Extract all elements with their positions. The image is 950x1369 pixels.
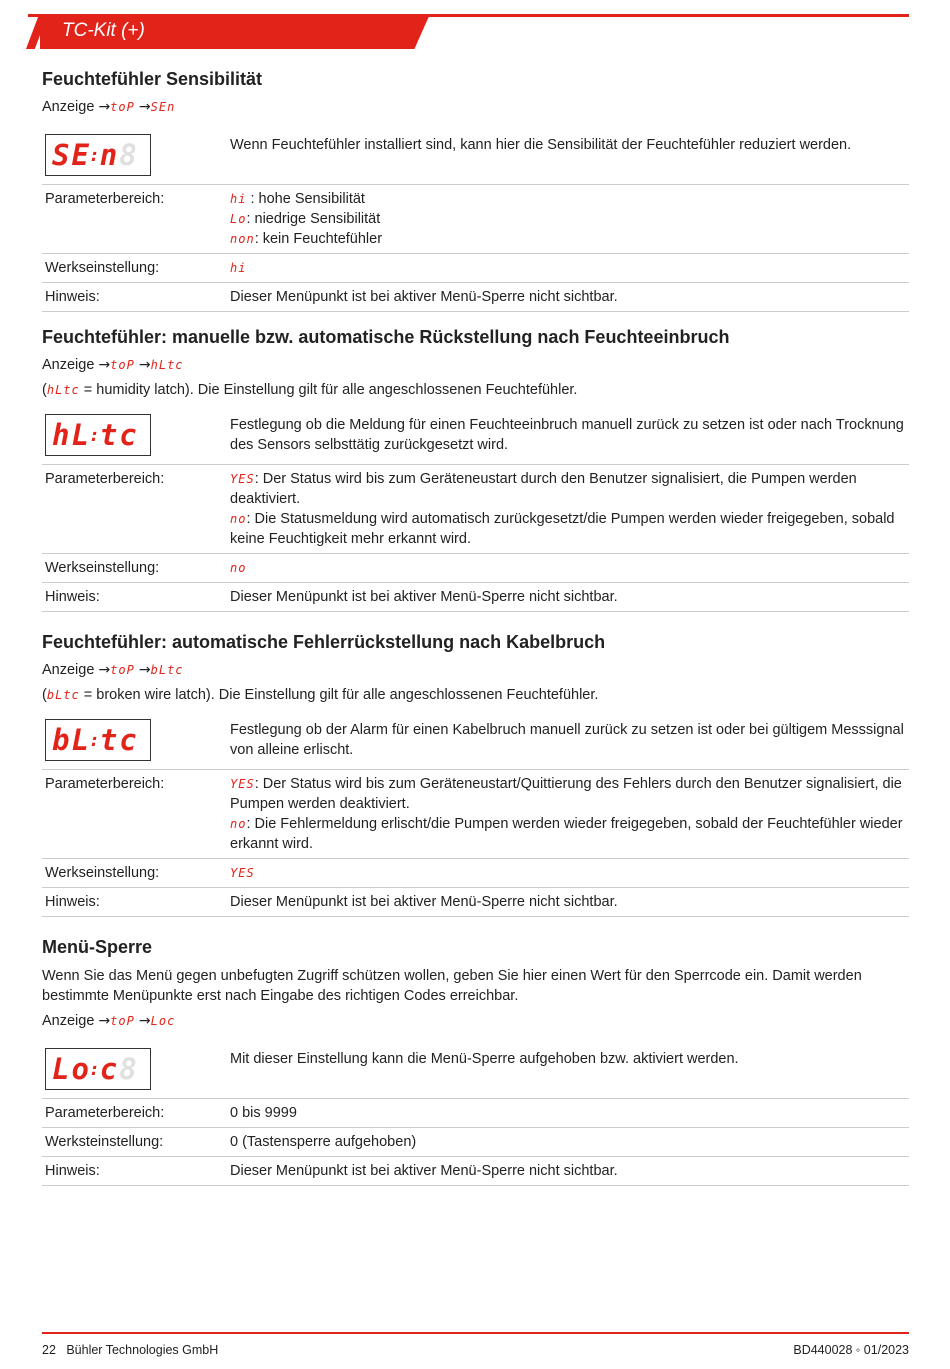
section-title: Feuchtefühler Sensibilität [42, 69, 263, 89]
path-code: toP [110, 100, 135, 114]
lcd-display: h L : t c [45, 414, 151, 456]
section-intro: Wenn Sie das Menü gegen unbefugten Zugriff schützen wollen, geben Sie hier einen Wert für den Sperrcode ein. Damit werden bestimmte Menüpunkte erst nach Eingabe des richtigen Codes erreichbar. [42, 968, 862, 1004]
display-description: Festlegung ob der Alarm für einen Kabelbruch manuell zurück zu setzen ist oder bei gültigem Messsignal von alleine erlischt. [230, 722, 904, 758]
header-title: TC-Kit (+) [62, 20, 145, 41]
arrow-icon: → [98, 357, 111, 373]
company-name: Bühler Technologies GmbH [66, 1343, 219, 1357]
section-title: Feuchtefühler: automatische Fehlerrückstellung nach Kabelbruch [42, 632, 606, 652]
menu-path: Anzeige →toP →bLtc [42, 662, 184, 678]
lcd-display: L o : c 8 [45, 1048, 151, 1090]
section-sensitivity [42, 66, 909, 312]
section-note: (hLtc = humidity latch). Die Einstellung gilt für alle angeschlossenen Feuchtefühler. [42, 382, 578, 398]
default-row: Werkseinstellung: YES [42, 859, 909, 888]
footer-left [42, 1343, 218, 1357]
default-row: Werkseinstellung: no [42, 554, 909, 583]
param-row: Parameterbereich: hi : hohe Sensibilität Lo: niedrige Sensibilität non: kein Feuchtefühler [42, 185, 909, 254]
arrow-icon: → [98, 662, 111, 678]
hint-row: Hinweis: Dieser Menüpunkt ist bei aktiver Menü-Sperre nicht sichtbar. [42, 888, 909, 917]
lcd-display: b L : t c [45, 719, 151, 761]
arrow-icon: → [138, 357, 151, 373]
arrow-icon: → [138, 662, 151, 678]
menu-path: Anzeige →toP →hLtc [42, 357, 184, 373]
arrow-icon: → [98, 1013, 111, 1029]
section-note: (bLtc = broken wire latch). Die Einstellung gilt für alle angeschlossenen Feuchtefühler. [42, 687, 599, 703]
param-row: Parameterbereich: YES: Der Status wird bis zum Geräteneustart/Quittierung des Fehlers durch den Benutzer signalisiert, die Pumpen werden deaktiviert. no: Die Fehlermeldung erlischt/die Pumpen werden wieder freigegeben, sobald der Feuchtefühler wieder erkannt wird. [42, 770, 909, 859]
hint-row: Hinweis: Dieser Menüpunkt ist bei aktiver Menü-Sperre nicht sichtbar. [42, 583, 909, 612]
arrow-icon: → [98, 99, 111, 115]
path-code: SEn [150, 100, 176, 114]
default-row: Werkseinstellung: hi [42, 254, 909, 283]
section-humidity-latch [42, 324, 909, 612]
footer-rule [42, 1332, 909, 1334]
menu-path: Anzeige →toP →Loc [42, 1013, 176, 1029]
section-title: Menü-Sperre [42, 937, 153, 957]
section-menu-lock [42, 934, 909, 1186]
display-description: Wenn Feuchtefühler installiert sind, kann hier die Sensibilität der Feuchtefühler reduziert werden. [230, 137, 852, 153]
section-title: Feuchtefühler: manuelle bzw. automatische Rückstellung nach Feuchteeinbruch [42, 327, 730, 347]
arrow-icon: → [138, 99, 151, 115]
display-row [42, 1044, 909, 1099]
section-broken-wire-latch [42, 629, 909, 917]
display-description: Festlegung ob die Meldung für einen Feuchteeinbruch manuell zurück zu setzen ist oder nach Trocknung des Sensors selbsttätig zurückgesetzt wird. [230, 417, 904, 453]
display-row [42, 715, 909, 770]
display-row [42, 130, 909, 185]
page-number: 22 [42, 1343, 56, 1357]
default-row: Werksteinstellung: 0 (Tastensperre aufgehoben) [42, 1128, 909, 1157]
hint-row: Hinweis: Dieser Menüpunkt ist bei aktiver Menü-Sperre nicht sichtbar. [42, 283, 909, 312]
display-row [42, 410, 909, 465]
arrow-icon: → [138, 1013, 151, 1029]
param-row: Parameterbereich: YES: Der Status wird bis zum Geräteneustart durch den Benutzer signalisiert, die Pumpen werden deaktiviert. no: Die Statusmeldung wird automatisch zurückgesetzt/die Pumpen werden wieder freigegeben, sobald keine Feuchtigkeit mehr erkannt wird. [42, 465, 909, 554]
display-description: Mit dieser Einstellung kann die Menü-Sperre aufgehoben bzw. aktiviert werden. [230, 1051, 739, 1067]
menu-path: Anzeige →toP →SEn [42, 99, 176, 115]
param-row: Parameterbereich: 0 bis 9999 [42, 1099, 909, 1128]
document-id: BD440028 ◦ 01/2023 [793, 1343, 909, 1357]
lcd-display: S E : n 8 [45, 134, 151, 176]
hint-row: Hinweis: Dieser Menüpunkt ist bei aktiver Menü-Sperre nicht sichtbar. [42, 1157, 909, 1186]
